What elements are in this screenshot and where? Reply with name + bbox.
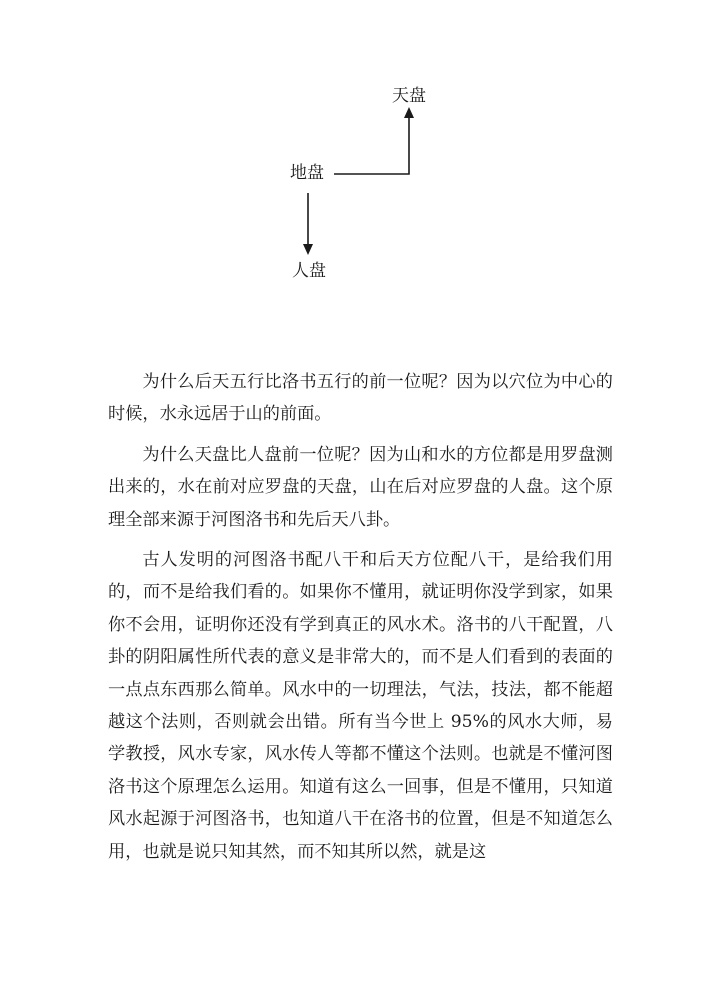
diagram-arrows xyxy=(0,0,723,300)
paragraph-1: 为什么后天五行比洛书五行的前一位呢？因为以穴位为中心的时候，水永远居于山的前面。 xyxy=(108,372,613,425)
paragraph-2: 为什么天盘比人盘前一位呢？因为山和水的方位都是用罗盘测出来的，水在前对应罗盘的天盘，山在后对应罗盘的人盘。这个原理全部来源于河图洛书和先后天八卦。 xyxy=(108,444,613,530)
paragraph-3: 古人发明的河图洛书配八干和后天方位配八干，是给我们用的，而不是给我们看的。如果你不懂用，就证明你没学到家，如果你不会用，证明你还没有学到真正的风水术。洛书的八干配置，八卦的阴阳属性所代表的意义是非常大的，而不是人们看到的表面的一点点东西那么简单。风水中的一切理法，气法，技法，都不能超越这个法则，否则就会出错。所有当今世上 95%的风水大师，易学教授，风水专家，风水传人等都不懂这个法则。也就是不懂河图洛书这个原理怎么运用。知道有这么一回事，但是不懂用，只知道风水起源于河图洛书，也知道八干在洛书的位置，但是不知道怎么用，也就是说只知其然，而不知其所以然，就是这 xyxy=(108,550,613,862)
label-tian-pan: 天盘 xyxy=(392,86,426,106)
body-text xyxy=(108,366,613,876)
arrowhead-up xyxy=(404,107,414,118)
label-di-pan: 地盘 xyxy=(290,163,324,183)
pan-diagram xyxy=(0,0,723,300)
arrowhead-down xyxy=(303,244,313,255)
arrow-di-to-tian xyxy=(334,112,409,174)
label-ren-pan: 人盘 xyxy=(292,261,326,281)
